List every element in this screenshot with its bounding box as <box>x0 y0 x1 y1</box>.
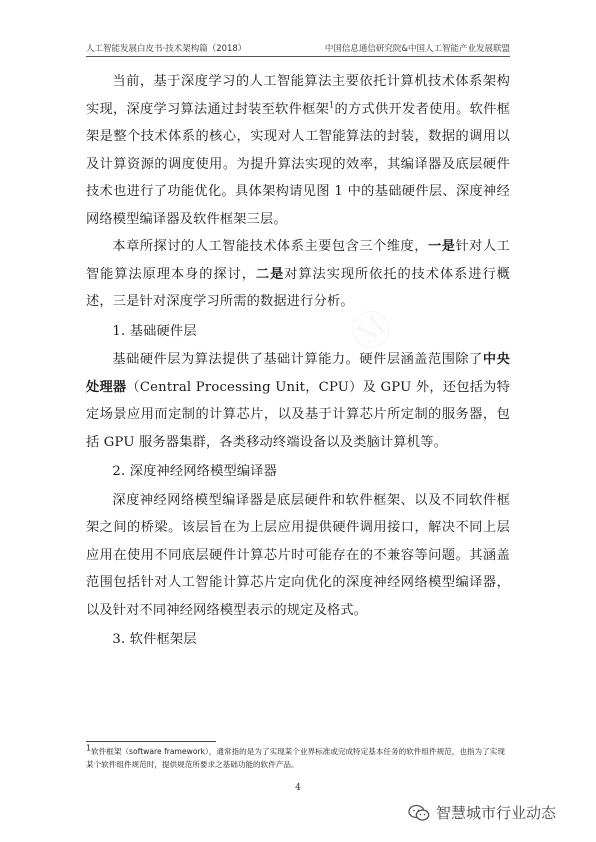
header-right-title: 中国信息通信研究院&中国人工智能产业发展联盟 <box>324 44 510 54</box>
paragraph-4: 深度神经网络模型编译器是底层硬件和软件框架、以及不同软件框架之间的桥梁。该层旨在为上层应用提供硬件调用接口，解决不同上层应用在使用不同底层硬件计算芯片时可能存在的不兼容等问题。其涵盖范围包括针对人工智能计算芯片定向优化的深度神经网络模型编译器，以及针对不同神经网络模型表示的规定及格式。 <box>86 492 510 618</box>
paragraph-2: 本章所探讨的人工智能技术体系主要包含三个维度，一是针对人工智能算法原理本身的探讨，二是对算法实现所依托的技术体系进行概述，三是针对深度学习所需的数据进行分析。 <box>86 239 510 309</box>
emphasis-cpu: 中央处理器 <box>86 352 510 395</box>
brand-watermark <box>408 802 556 823</box>
emphasis-second: 二是 <box>255 266 285 282</box>
wechat-icon <box>408 804 430 822</box>
body-text <box>86 68 510 655</box>
watermark: Ⓜ <box>342 300 403 362</box>
footnote-marker: 1 <box>86 743 92 753</box>
page-number: 4 <box>295 783 301 793</box>
section-heading-3: 3. 软件框架层 <box>112 632 197 647</box>
section-heading-1: 1. 基础硬件层 <box>112 323 197 339</box>
paragraph-3: 基础硬件层为算法提供了基础计算能力。硬件层涵盖范围除了中央处理器（Central Processing Unit，CPU）及 GPU 外，还包括为特定场景应用而定制的计算芯片，以及基于计算芯片所定制的服务器，包括 GPU 服务器集群，各类移动终端设备以及类脑计算机等。 <box>86 352 510 450</box>
emphasis-first: 一是 <box>427 239 456 254</box>
running-header <box>86 38 510 57</box>
section-heading-2: 2. 深度神经网络模型编译器 <box>112 464 278 479</box>
footnote-divider <box>86 741 216 742</box>
footnote-reference: 1 <box>329 100 335 110</box>
header-left-title: 人工智能发展白皮书·技术架构篇（2018） <box>86 44 247 54</box>
paragraph-1: 当前，基于深度学习的人工智能算法主要依托计算机技术体系架构实现，深度学习算法通过封装至软件框架$^1$的方式供开发者使用。软件框架是整个技术体系的核心，实现对人工智能算法的封装，数据的调用以及计算资源的调度使用。为提升算法实现的效率，其编译器及底层硬件技术也进行了功能优化。具体架构请见图 1 中的基础硬件层、深度神经网络模型编译器及软件框架三层。 <box>86 74 510 227</box>
brand-label: 智慧城市行业动态 <box>435 804 556 822</box>
footnote-text: 软件框架（software framework），通常指的是为了实现某个业界标准或完成特定基本任务的软件组件规范，也指为了实现某个软件组件规范时，提供规范所要求之基础功能的软件产品。 <box>86 747 505 769</box>
footnote <box>86 745 510 771</box>
